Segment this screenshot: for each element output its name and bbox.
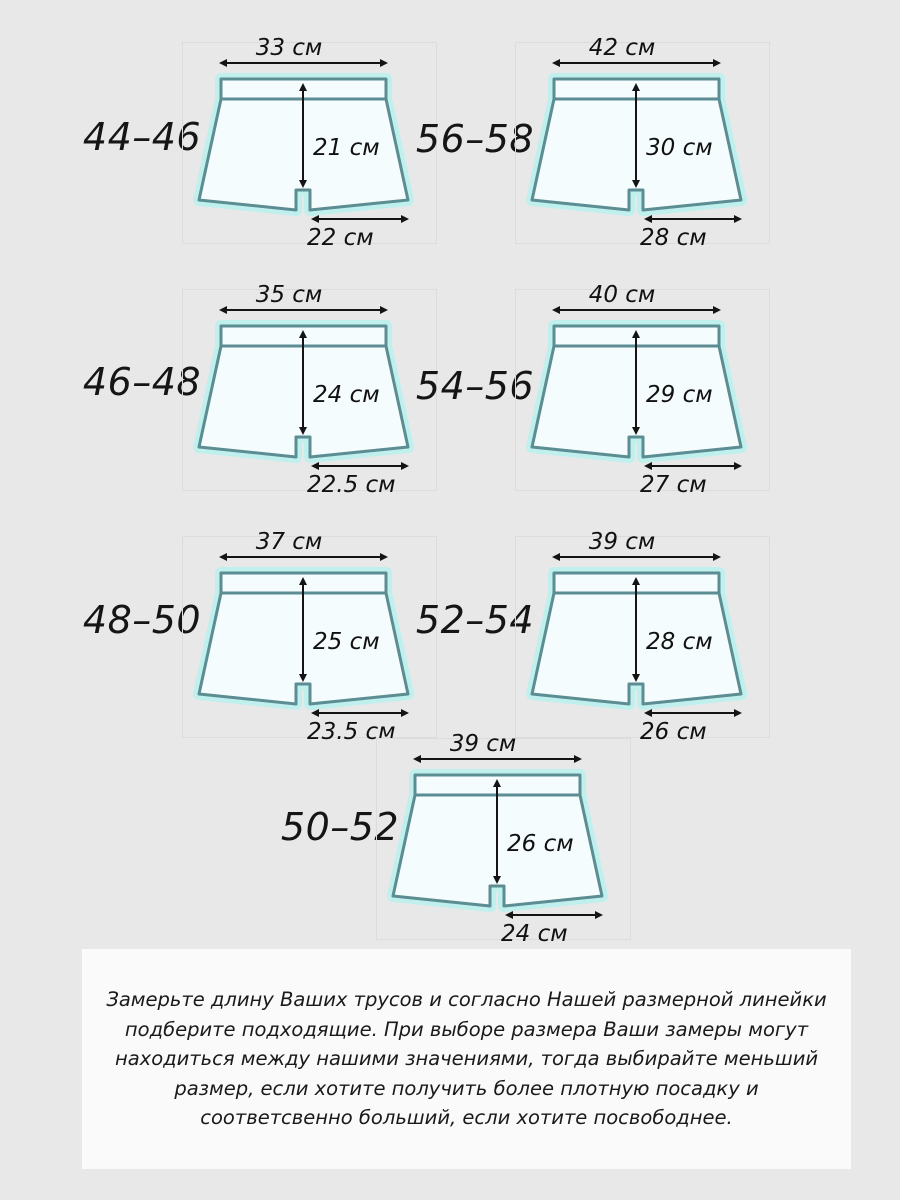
sizing-note-text: Замерьте длину Ваших трусов и согласно Нашей размерной линейки подберите подходящие. При выборе размера Ваши замеры могут находиться между нашими значениями, тогда выбирайте меньший размер, если хотите получить более плотную посадку и соответсвенно больший, если хотите посвободнее. bbox=[106, 988, 827, 1130]
length-label: 28 см bbox=[646, 629, 713, 655]
boxer-shorts-diagram-icon bbox=[377, 739, 632, 941]
leg-width-label: 22.5 см bbox=[307, 472, 396, 498]
leg-width-label: 24 см bbox=[501, 921, 568, 947]
size-chart-50-52 bbox=[376, 731, 631, 947]
leg-width-label: 28 см bbox=[640, 225, 707, 251]
size-chart-56-58 bbox=[515, 35, 770, 251]
size-label: 56–58 bbox=[415, 117, 535, 161]
size-chart-card bbox=[515, 35, 770, 251]
leg-width-label: 22 см bbox=[307, 225, 374, 251]
size-label: 52–54 bbox=[415, 598, 535, 642]
waist-width-label: 42 см bbox=[588, 35, 656, 61]
size-label: 54–56 bbox=[415, 364, 535, 408]
length-label: 26 см bbox=[507, 831, 574, 857]
waist-width-label: 39 см bbox=[588, 529, 656, 555]
size-chart-52-54 bbox=[515, 529, 770, 745]
size-label: 48–50 bbox=[82, 598, 202, 642]
length-label: 21 см bbox=[313, 135, 380, 161]
boxer-shorts-diagram-icon bbox=[516, 537, 771, 739]
leg-width-label: 27 см bbox=[640, 472, 707, 498]
size-label: 44–46 bbox=[82, 115, 202, 159]
sizing-note-panel bbox=[82, 949, 851, 1169]
length-label: 24 см bbox=[313, 382, 380, 408]
waist-width-label: 35 см bbox=[255, 282, 323, 308]
size-label: 46–48 bbox=[82, 360, 202, 404]
size-chart-card bbox=[515, 282, 770, 498]
waist-width-label: 40 см bbox=[588, 282, 656, 308]
leg-width-label: 26 см bbox=[640, 719, 707, 745]
waist-width-label: 39 см bbox=[449, 731, 517, 757]
waist-width-label: 37 см bbox=[255, 529, 323, 555]
size-chart-card bbox=[376, 731, 631, 947]
length-label: 30 см bbox=[646, 135, 713, 161]
boxer-shorts-diagram-icon bbox=[516, 43, 771, 245]
size-label: 50–52 bbox=[280, 805, 400, 849]
waist-width-label: 33 см bbox=[255, 35, 323, 61]
size-chart-card bbox=[515, 529, 770, 745]
boxer-shorts-diagram-icon bbox=[516, 290, 771, 492]
length-label: 29 см bbox=[646, 382, 713, 408]
length-label: 25 см bbox=[313, 629, 380, 655]
size-chart-54-56 bbox=[515, 282, 770, 498]
leg-width-label: 23.5 см bbox=[307, 719, 396, 745]
